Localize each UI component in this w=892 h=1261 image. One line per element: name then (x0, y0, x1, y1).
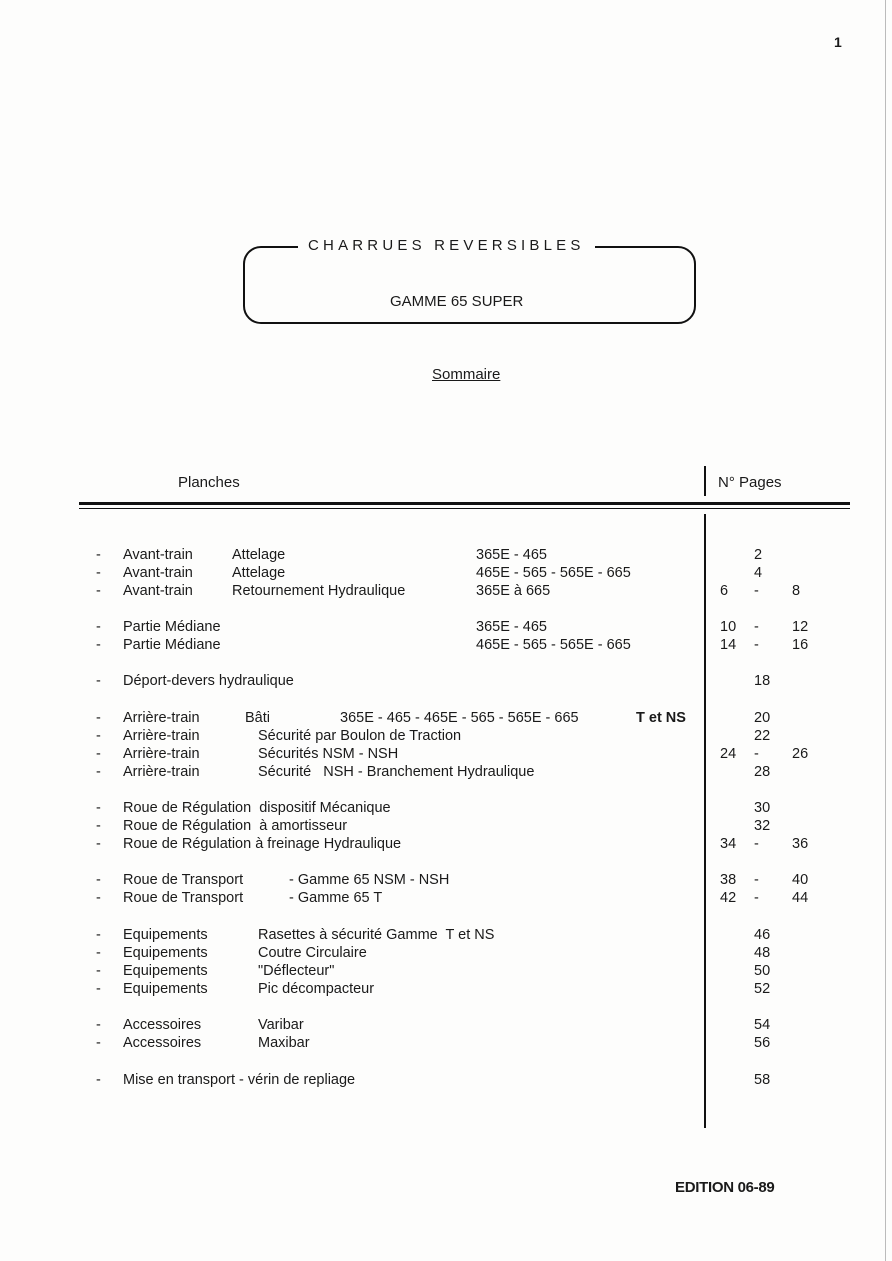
row-page-dash: - (754, 746, 759, 762)
row-dash: - (96, 981, 101, 997)
row-section: Accessoires (123, 1035, 202, 1051)
toc-row (0, 546, 892, 564)
row-subject: Bâti (245, 710, 270, 726)
row-section: Arrière-train (123, 710, 200, 726)
row-page-start: 38 (720, 872, 737, 888)
row-section: Mise en transport - vérin de repliage (123, 1072, 356, 1088)
row-page-start: 6 (720, 583, 729, 599)
toc-row (0, 926, 892, 944)
row-subject: Attelage (232, 565, 286, 581)
row-dash: - (96, 1072, 101, 1088)
row-section: Déport-devers hydraulique (123, 673, 294, 689)
row-page: 20 (754, 710, 771, 726)
row-dash: - (96, 927, 101, 943)
toc-row (0, 727, 892, 745)
edition-label: EDITION 06-89 (675, 1179, 775, 1196)
row-dash: - (96, 963, 101, 979)
toc-row (0, 636, 892, 654)
row-page: 56 (754, 1035, 771, 1051)
header-rule (79, 502, 850, 505)
row-page-dash: - (754, 890, 759, 906)
toc-row (0, 835, 892, 853)
row-page: 18 (754, 673, 771, 689)
page-number: 1 (834, 34, 842, 50)
row-subject: - Gamme 65 T (289, 890, 383, 906)
row-dash: - (96, 583, 101, 599)
row-subject: Varibar (258, 1017, 304, 1033)
row-section: Partie Médiane (123, 619, 221, 635)
row-page-end: 36 (792, 836, 809, 852)
row-page: 4 (754, 565, 763, 581)
row-variant-tags: T et NS (636, 710, 686, 726)
row-page-dash: - (754, 872, 759, 888)
row-page-start: 14 (720, 637, 737, 653)
row-subject: Coutre Circulaire (258, 945, 367, 961)
row-models: 465E - 565 - 565E - 665 (476, 565, 631, 581)
row-subject: Maxibar (258, 1035, 310, 1051)
row-models: 365E - 465 (476, 619, 547, 635)
row-section: Equipements (123, 981, 208, 997)
row-section: Avant-train (123, 547, 193, 563)
row-page-start: 24 (720, 746, 737, 762)
row-page-dash: - (754, 583, 759, 599)
row-page-end: 40 (792, 872, 809, 888)
header-planches: Planches (178, 474, 240, 491)
row-page-end: 8 (792, 583, 801, 599)
row-models: 465E - 565 - 565E - 665 (476, 637, 631, 653)
row-subject: Sécurité NSH - Branchement Hydraulique (258, 764, 535, 780)
row-page-dash: - (754, 637, 759, 653)
row-subject: Rasettes à sécurité Gamme T et NS (258, 927, 495, 943)
toc-row (0, 672, 892, 690)
row-page: 54 (754, 1017, 771, 1033)
row-dash: - (96, 710, 101, 726)
toc-row (0, 817, 892, 835)
row-page-start: 34 (720, 836, 737, 852)
row-section: Equipements (123, 945, 208, 961)
header-pages: N° Pages (718, 474, 782, 491)
header-divider (704, 466, 706, 496)
row-models: 365E - 465 - 465E - 565 - 565E - 665 (340, 710, 579, 726)
row-section: Roue de Régulation dispositif Mécanique (123, 800, 391, 816)
toc-row (0, 1071, 892, 1089)
row-page-end: 26 (792, 746, 809, 762)
row-section: Partie Médiane (123, 637, 221, 653)
row-section: Avant-train (123, 583, 193, 599)
row-page-start: 42 (720, 890, 737, 906)
row-dash: - (96, 1017, 101, 1033)
row-page: 48 (754, 945, 771, 961)
toc-row (0, 745, 892, 763)
row-section: Accessoires (123, 1017, 202, 1033)
row-section: Roue de Régulation à amortisseur (123, 818, 348, 834)
row-page: 52 (754, 981, 771, 997)
row-page: 22 (754, 728, 771, 744)
row-dash: - (96, 1035, 101, 1051)
row-dash: - (96, 818, 101, 834)
row-dash: - (96, 565, 101, 581)
summary-heading: Sommaire (432, 366, 501, 383)
row-section: Roue de Transport (123, 890, 244, 906)
row-section: Arrière-train (123, 746, 200, 762)
header-rule-thin (79, 508, 850, 509)
row-page-end: 16 (792, 637, 809, 653)
toc-row (0, 944, 892, 962)
row-page: 28 (754, 764, 771, 780)
toc-row (0, 1034, 892, 1052)
row-dash: - (96, 872, 101, 888)
row-dash: - (96, 637, 101, 653)
row-subject: Retournement Hydraulique (232, 583, 406, 599)
row-section: Avant-train (123, 565, 193, 581)
row-subject: Attelage (232, 547, 286, 563)
toc-row (0, 763, 892, 781)
document-subtitle: GAMME 65 SUPER (390, 293, 524, 310)
toc-row (0, 564, 892, 582)
row-subject: - Gamme 65 NSM - NSH (289, 872, 450, 888)
row-dash: - (96, 619, 101, 635)
row-subject: "Déflecteur" (258, 963, 335, 979)
row-section: Arrière-train (123, 764, 200, 780)
row-section: Arrière-train (123, 728, 200, 744)
toc-row (0, 889, 892, 907)
toc-row (0, 980, 892, 998)
row-dash: - (96, 836, 101, 852)
row-dash: - (96, 800, 101, 816)
row-page: 46 (754, 927, 771, 943)
toc-row (0, 1016, 892, 1034)
row-page-dash: - (754, 619, 759, 635)
row-models: 365E - 465 (476, 547, 547, 563)
row-page: 50 (754, 963, 771, 979)
document-title: CHARRUES REVERSIBLES (298, 237, 595, 254)
row-section: Roue de Transport (123, 872, 244, 888)
row-dash: - (96, 673, 101, 689)
row-page-dash: - (754, 836, 759, 852)
row-subject: Pic décompacteur (258, 981, 375, 997)
toc-row (0, 871, 892, 889)
row-page: 30 (754, 800, 771, 816)
row-page: 32 (754, 818, 771, 834)
title-frame (243, 246, 696, 324)
row-dash: - (96, 746, 101, 762)
row-dash: - (96, 728, 101, 744)
row-page-end: 44 (792, 890, 809, 906)
row-page: 58 (754, 1072, 771, 1088)
toc-row (0, 582, 892, 600)
row-page: 2 (754, 547, 763, 563)
row-section: Equipements (123, 963, 208, 979)
toc-row (0, 709, 892, 727)
toc-row (0, 962, 892, 980)
row-models: 365E à 665 (476, 583, 551, 599)
row-section: Equipements (123, 927, 208, 943)
row-page-end: 12 (792, 619, 809, 635)
toc-row (0, 618, 892, 636)
row-dash: - (96, 764, 101, 780)
row-dash: - (96, 945, 101, 961)
row-section: Roue de Régulation à freinage Hydraulique (123, 836, 402, 852)
row-dash: - (96, 547, 101, 563)
row-subject: Sécurité par Boulon de Traction (258, 728, 462, 744)
toc-row (0, 799, 892, 817)
row-page-start: 10 (720, 619, 737, 635)
row-subject: Sécurités NSM - NSH (258, 746, 399, 762)
row-dash: - (96, 890, 101, 906)
